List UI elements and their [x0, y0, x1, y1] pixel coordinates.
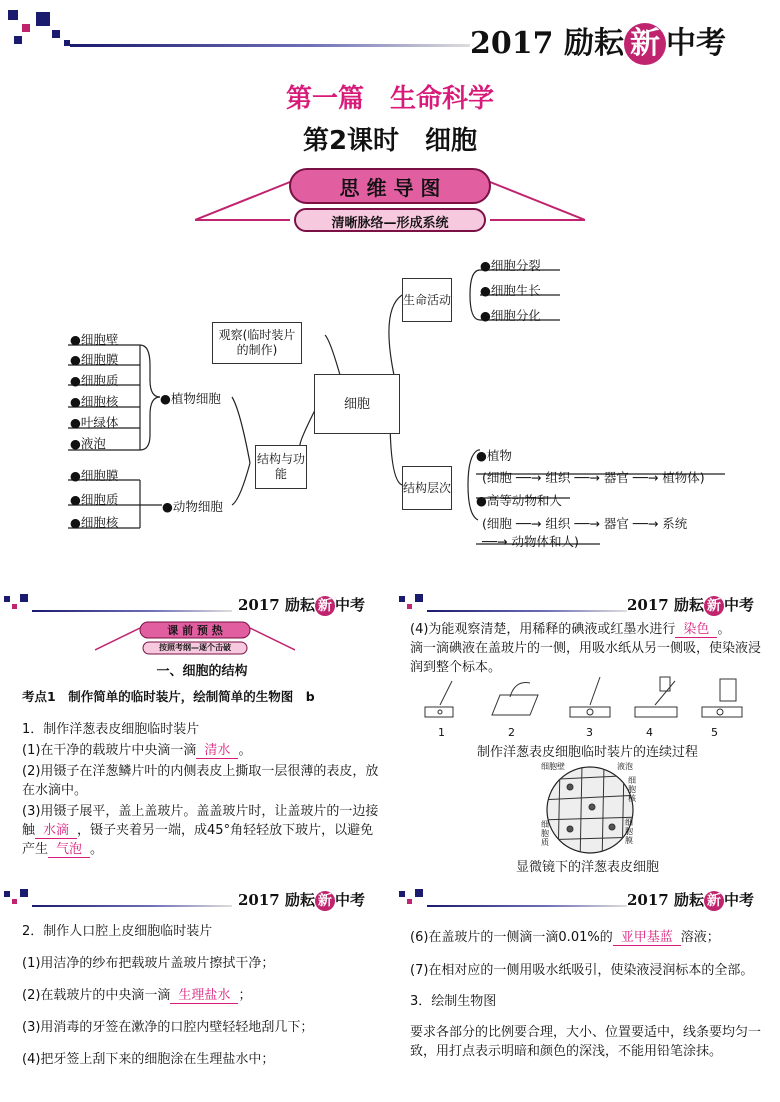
level-plant: ●植物 — [476, 448, 512, 463]
label-cell-membrane: 细胞膜 — [625, 818, 633, 845]
item1: 1．制作洋葱表皮细胞临时装片 — [22, 722, 200, 737]
slide4-header: 2017 励耘 新 中考 — [0, 885, 385, 915]
step-number: 3 — [586, 726, 593, 739]
mindmap-center: 细胞 — [314, 374, 400, 434]
m-step2: (2)在载玻片的中央滴一滴 生理盐水 ； — [22, 988, 252, 1003]
slide5-body — [410, 928, 770, 1098]
level-plant-chain: (细胞 ──→ 组织 ──→ 器官 ──→ 植物体) — [482, 470, 705, 485]
label-nucleus: 细胞核 — [628, 776, 636, 803]
plant-part: ●细胞膜 — [70, 352, 119, 367]
slide5-header: 2017 励耘 新 中考 — [395, 885, 780, 915]
level-animal: ●高等动物和人 — [476, 493, 562, 508]
draw-requirements: 要求各部分的比例要合理，大小、位置要适中，线条要均匀一致，用打点表示明暗和颜色的深浅，不能用铅笔涂抹。 — [410, 1025, 762, 1059]
header-line — [70, 44, 470, 47]
plant-part: ●细胞质 — [70, 373, 119, 388]
plant-part: ●液泡 — [70, 436, 106, 451]
lesson-title: 第2课时 细胞 — [302, 126, 478, 156]
caption-cells: 显微镜下的洋葱表皮细胞 — [515, 860, 659, 875]
level-animal-chain2: ──→ 动物体和人) — [482, 534, 579, 549]
slide-making-steps — [420, 675, 750, 727]
life-item: ●细胞分裂 — [480, 258, 541, 273]
step4: (4)为能观察清楚，用稀释的碘液或红墨水进行 染色 。 — [410, 622, 731, 637]
header-decoration — [0, 0, 120, 60]
banner-title: 思 维 导 图 — [339, 176, 441, 200]
step-number: 5 — [711, 726, 718, 739]
mindmap-structure: 结构与功能 — [255, 445, 307, 489]
slide4-body — [22, 922, 382, 1076]
m-step4: (4)把牙签上刮下来的细胞涂在生理盐水中； — [22, 1052, 275, 1067]
animal-part: ●细胞核 — [70, 515, 119, 530]
plant-part: ●细胞壁 — [70, 332, 119, 347]
step2: (2)用镊子在洋葱鳞片叶的内侧表皮上撕取一层很薄的表皮，放在水滴中。 — [22, 764, 379, 798]
m-step6: (6)在盖玻片的一侧滴一滴0.01%的 亚甲基蓝 溶液； — [410, 930, 720, 945]
animal-part: ●细胞膜 — [70, 468, 119, 483]
caption-steps: 制作洋葱表皮细胞临时装片的连续过程 — [476, 745, 698, 760]
section-heading: 一、细胞的结构 — [156, 664, 248, 679]
slide2-banner-subtitle: 按照考纲—逐个击破 — [159, 643, 231, 652]
slide2-banner-title: 课 前 预 热 — [167, 624, 223, 637]
life-item: ●细胞生长 — [480, 283, 541, 298]
step3: (3)用镊子展平，盖上盖玻片。盖盖玻片时，让盖玻片的一边接触 水滴 ，镊子夹着另一端，成45°角轻轻放下玻片，以避免产生 气泡 。 — [22, 804, 379, 857]
step4b: 滴一滴碘液在盖玻片的一侧，用吸水纸从另一侧吸，使染液浸润到整个标本。 — [410, 641, 762, 675]
label-cytoplasm: 细胞质 — [541, 820, 549, 847]
label-cell-wall: 细胞壁 — [541, 762, 565, 771]
plant-part: ●细胞核 — [70, 394, 119, 409]
m-step3: (3)用消毒的牙签在漱净的口腔内壁轻轻地刮几下； — [22, 1020, 314, 1035]
slide2-header: 2017 励耘 新 中考 — [0, 590, 385, 620]
step-number: 4 — [646, 726, 653, 739]
part-title: 第一篇 生命科学 — [285, 84, 494, 114]
label-vacuole: 液泡 — [617, 762, 633, 771]
mindmap-life: 生命活动 — [402, 278, 452, 322]
mindmap-animal: ●动物细胞 — [162, 499, 223, 514]
mindmap-observe: 观察(临时装片的制作) — [212, 322, 302, 364]
step-number: 2 — [508, 726, 515, 739]
banner-subtitle: 清晰脉络—形成系统 — [331, 216, 449, 231]
slide3-body — [410, 620, 770, 683]
slide3-header: 2017 励耘 新 中考 — [395, 590, 780, 620]
animal-part: ●细胞质 — [70, 492, 119, 507]
level-animal-chain1: (细胞 ──→ 组织 ──→ 器官 ──→ 系统 — [482, 516, 688, 531]
m-step7: (7)在相对应的一侧用吸水纸吸引，使染液浸润标本的全部。 — [410, 963, 754, 978]
life-item: ●细胞分化 — [480, 308, 541, 323]
mindmap-plant: ●植物细胞 — [160, 391, 221, 406]
item3: 3．绘制生物图 — [410, 994, 497, 1009]
step1: (1)在干净的载玻片中央滴一滴 清水 。 — [22, 743, 252, 758]
kaodian: 考点1 制作简单的临时装片，绘制简单的生物图 b — [22, 689, 315, 704]
mindmap-levels: 结构层次 — [402, 466, 452, 510]
slide2-body — [22, 662, 382, 865]
item2: 2．制作人口腔上皮细胞临时装片 — [22, 924, 213, 939]
m-step1: (1)用洁净的纱布把载玻片盖玻片擦拭干净； — [22, 956, 275, 971]
plant-part: ●叶绿体 — [70, 415, 119, 430]
step-number: 1 — [438, 726, 445, 739]
brand-logo: 2017 励耘 新 中考 — [470, 18, 726, 65]
